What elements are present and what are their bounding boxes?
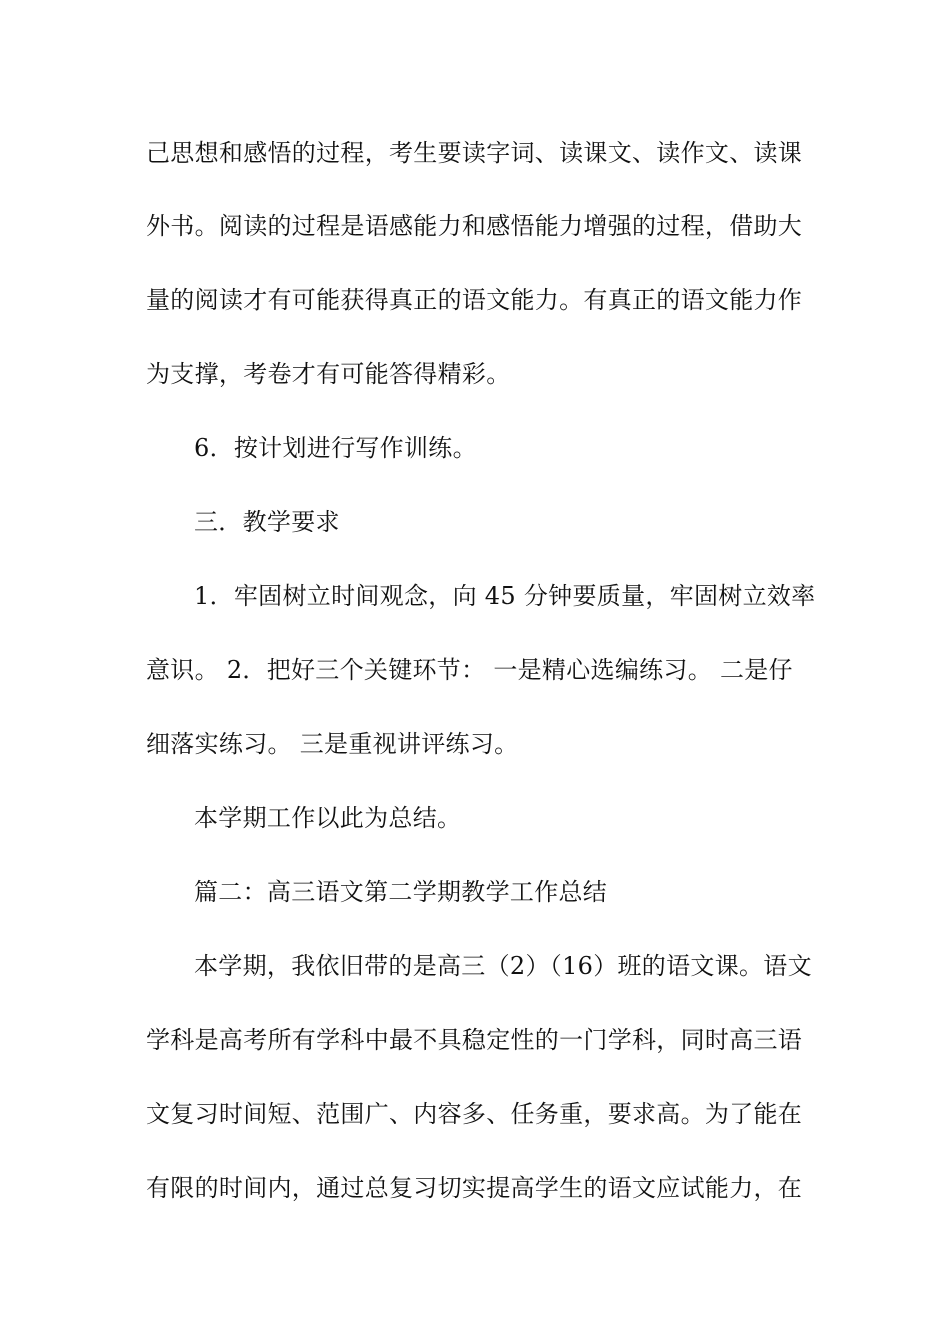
summary-sentence: 本学期工作以此为总结。 <box>194 804 462 832</box>
text-line-1: 己思想和感悟的过程，考生要读字词、读课文、读作文、读课 <box>146 139 803 167</box>
paragraph-line-2: 学科是高考所有学科中最不具稳定性的一门学科，同时高三语 <box>146 1026 803 1054</box>
text-line-2: 外书。阅读的过程是语感能力和感悟能力增强的过程，借助大 <box>146 212 803 240</box>
text-line-3: 量的阅读才有可能获得真正的语文能力。有真正的语文能力作 <box>146 286 803 314</box>
paragraph-line-1: 本学期，我依旧带的是高三（2）（16）班的语文课。语文 <box>194 952 812 980</box>
list-item-1: 1．牢固树立时间观念，向 45 分钟要质量，牢固树立效率 <box>194 582 816 610</box>
article-title: 篇二：高三语文第二学期教学工作总结 <box>194 878 608 906</box>
text-line-4: 为支撑，考卷才有可能答得精彩。 <box>146 360 511 388</box>
list-item-6: 6．按计划进行写作训练。 <box>194 434 477 462</box>
paragraph-line-3: 文复习时间短、范围广、内容多、任务重，要求高。为了能在 <box>146 1100 803 1128</box>
section-heading-teaching-requirements: 三．教学要求 <box>194 508 340 536</box>
text-line-9: 细落实练习。 三是重视讲评练习。 <box>146 730 519 758</box>
text-line-8: 意识。 2．把好三个关键环节： 一是精心选编练习。 二是仔 <box>146 656 793 684</box>
paragraph-line-4: 有限的时间内，通过总复习切实提高学生的语文应试能力，在 <box>146 1174 803 1202</box>
